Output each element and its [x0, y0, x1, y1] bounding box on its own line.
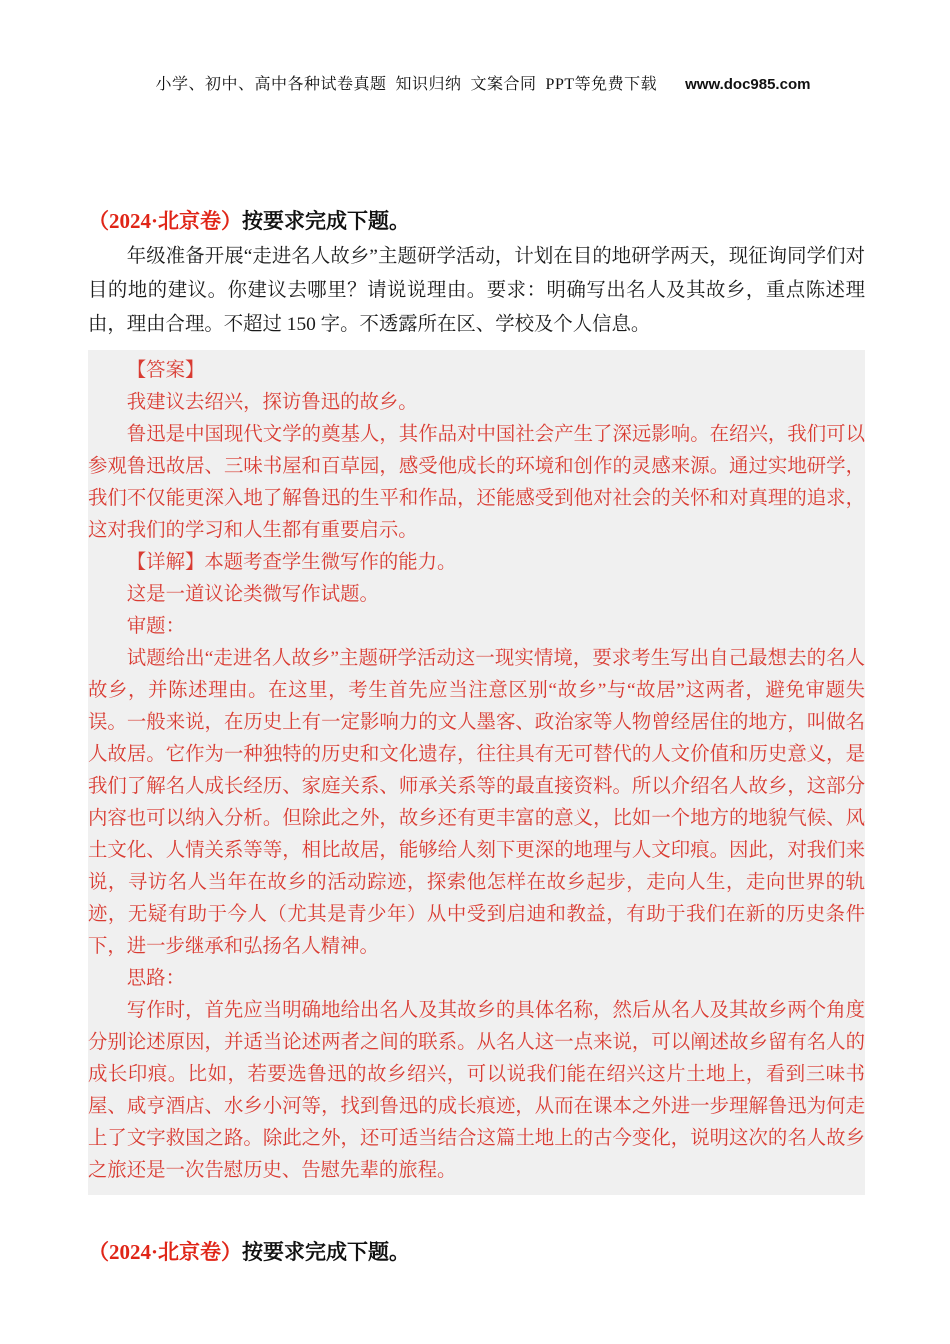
header-promo-text: 小学、初中、高中各种试卷真题 知识归纳 文案合同 PPT等免费下载 — [155, 76, 658, 93]
question2-heading — [88, 1237, 865, 1267]
question1-heading — [88, 206, 865, 236]
explanation-label-paragraph: 【详解】本题考查学生微写作的能力。 — [126, 552, 457, 573]
question1-body: 年级准备开展“走进名人故乡”主题研学活动，计划在目的地研学两天，现征询同学们对目的地的建议。你建议去哪里？请说说理由。要求：明确写出名人及其故乡，重点陈述理由，理由合理。不超过 150 字。不透露所在区、学校及个人信息。 — [88, 246, 865, 335]
site-header — [0, 0, 950, 118]
explanation-paragraph: 试题给出“走进名人故乡”主题研学活动这一现实情境，要求考生写出自己最想去的名人故乡，并陈述理由。在这里，考生首先应当注意区别“故乡”与“故居”这两者，避免审题失误。一般来说，在历史上有一定影响力的文人墨客、政治家等人物曾经居住的地方，叫做名人故居。它作为一种独特的历史和文化遗存，往往具有无可替代的人文价值和历史意义，是我们了解名人成长经历、家庭关系、师承关系等的最直接资料。所以介绍名人故乡，这部分内容也可以纳入分析。但除此之外，故乡还有更丰富的意义，比如一个地方的地貌气候、风土文化、人情关系等等，相比故居，能够给人刻下更深的地理与人文印痕。因此，对我们来说，寻访名人当年在故乡的活动踪迹，探索他怎样在故乡起步，走向人生，走向世界的轨迹，无疑有助于今人（尤其是青少年）从中受到启迪和教益，有助于我们在新的历史条件下，进一步继承和弘扬名人精神。 — [88, 648, 865, 957]
question2-source-tag: （2024·北京卷） — [88, 1240, 243, 1264]
site-url: www.doc985.com — [685, 76, 811, 93]
question1-source-tag: （2024·北京卷） — [88, 209, 243, 233]
answer-paragraph: 鲁迅是中国现代文学的奠基人，其作品对中国社会产生了深远影响。在绍兴，我们可以参观鲁迅故居、三味书屋和百草园，感受他成长的环境和创作的灵感来源。通过实地研学，我们不仅能更深入地了解鲁迅的生平和作品，还能感受到他对社会的关怀和对真理的追求，这对我们的学习和人生都有重要启示。 — [88, 424, 865, 541]
answer-paragraph: 我建议去绍兴，探访鲁迅的故乡。 — [126, 392, 418, 413]
answer-block — [88, 350, 865, 1195]
explanation-paragraph: 这是一道议论类微写作试题。 — [126, 584, 379, 605]
explanation-section-label: 思路： — [126, 968, 185, 989]
question2-instruction: 按要求完成下题。 — [242, 1240, 411, 1264]
explanation-paragraph: 写作时，首先应当明确地给出名人及其故乡的具体名称，然后从名人及其故乡两个角度分别论述原因，并适当论述两者之间的联系。从名人这一点来说，可以阐述故乡留有名人的成长印痕。比如，若要选鲁迅的故乡绍兴，可以说我们能在绍兴这片土地上，看到三味书屋、咸亨酒店、水乡小河等，找到鲁迅的成长痕迹，从而在课本之外进一步理解鲁迅为何走上了文字救国之路。除此之外，还可适当结合这篇土地上的古今变化，说明这次的名人故乡之旅还是一次告慰历史、告慰先辈的旅程。 — [88, 1000, 865, 1181]
answer-label-paragraph: 【答案】 — [126, 360, 205, 381]
document-content — [88, 206, 865, 1267]
explanation-section-label: 审题： — [126, 616, 185, 637]
question1-instruction: 按要求完成下题。 — [242, 209, 411, 233]
